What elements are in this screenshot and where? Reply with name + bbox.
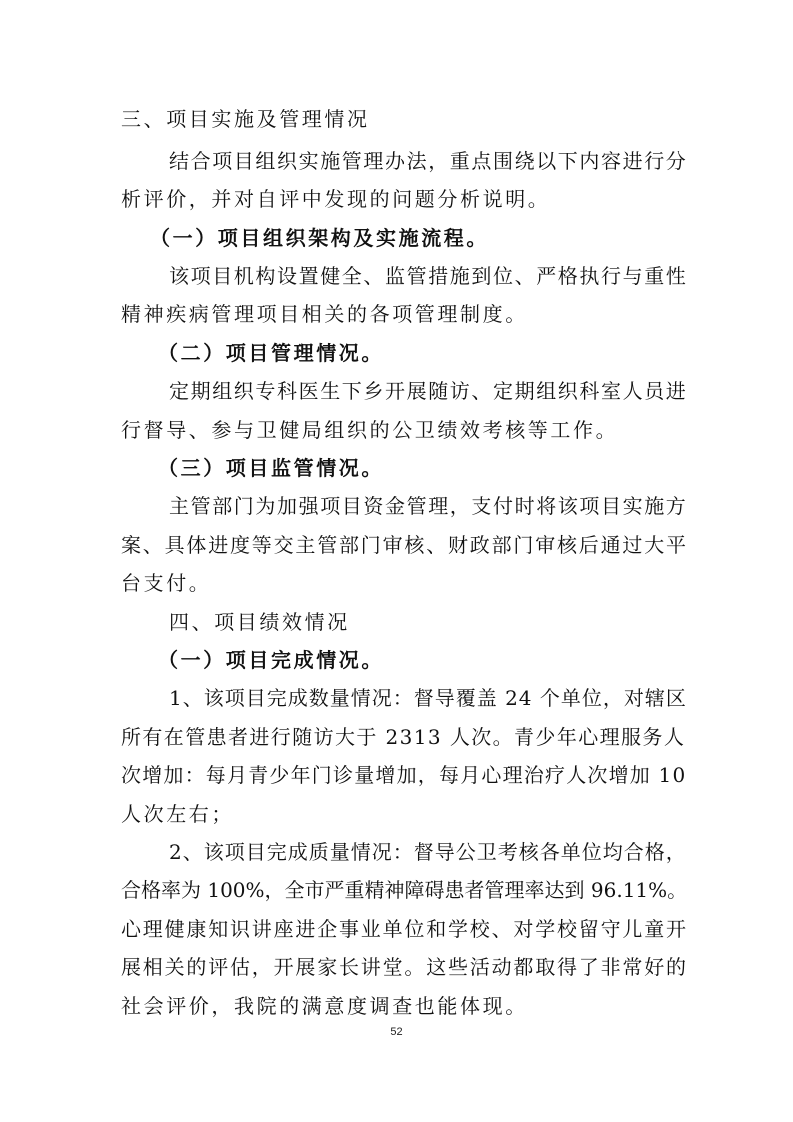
section-heading: 四、项目绩效情况 bbox=[169, 610, 350, 634]
paragraph-line: 主管部门为加强项目资金管理，支付时将该项目实施方 bbox=[169, 494, 688, 518]
paragraph-line: 次增加：每月青少年门诊量增加，每月心理治疗人次增加 10 bbox=[121, 763, 687, 787]
section-heading: 三、项目实施及管理情况 bbox=[121, 107, 370, 131]
page-number: 52 bbox=[390, 1026, 403, 1038]
subsection-heading: （一）项目完成情况。 bbox=[158, 648, 384, 672]
paragraph-line: 析评价，并对自评中发现的问题分析说明。 bbox=[121, 187, 551, 211]
paragraph-line: 结合项目组织实施管理办法，重点围绕以下内容进行分 bbox=[169, 149, 688, 173]
paragraph-line: 定期组织专科医生下乡开展随访、定期组织科室人员进 bbox=[169, 379, 688, 403]
paragraph-line: 该项目机构设置健全、监管措施到位、严格执行与重性 bbox=[169, 264, 688, 288]
paragraph-line: 人次左右； bbox=[121, 802, 234, 826]
paragraph-line: 行督导、参与卫健局组织的公卫绩效考核等工作。 bbox=[121, 418, 619, 442]
paragraph-line: 精神疾病管理项目相关的各项管理制度。 bbox=[121, 302, 528, 326]
paragraph-line: 社会评价，我院的满意度调查也能体现。 bbox=[121, 994, 528, 1018]
subsection-heading: （一）项目组织架构及实施流程。 bbox=[150, 226, 489, 250]
paragraph-line: 2、该项目完成质量情况：督导公卫考核各单位均合格， bbox=[169, 840, 687, 864]
paragraph-line: 合格率为 100%，全市严重精神障碍患者管理率达到 96.11%。 bbox=[121, 878, 688, 902]
paragraph-line: 展相关的评估，开展家长讲堂。这些活动都取得了非常好的 bbox=[121, 955, 688, 979]
paragraph-line: 台支付。 bbox=[121, 571, 212, 595]
paragraph-line: 1、该项目完成数量情况：督导覆盖 24 个单位，对辖区 bbox=[169, 686, 687, 710]
paragraph-line: 案、具体进度等交主管部门审核、财政部门审核后通过大平 bbox=[121, 533, 688, 557]
paragraph-line: 心理健康知识讲座进企事业单位和学校、对学校留守儿童开 bbox=[121, 917, 688, 941]
subsection-heading: （二）项目管理情况。 bbox=[158, 341, 384, 365]
paragraph-line: 所有在管患者进行随访大于 2313 人次。青少年心理服务人 bbox=[121, 725, 686, 749]
subsection-heading: （三）项目监管情况。 bbox=[158, 456, 384, 480]
